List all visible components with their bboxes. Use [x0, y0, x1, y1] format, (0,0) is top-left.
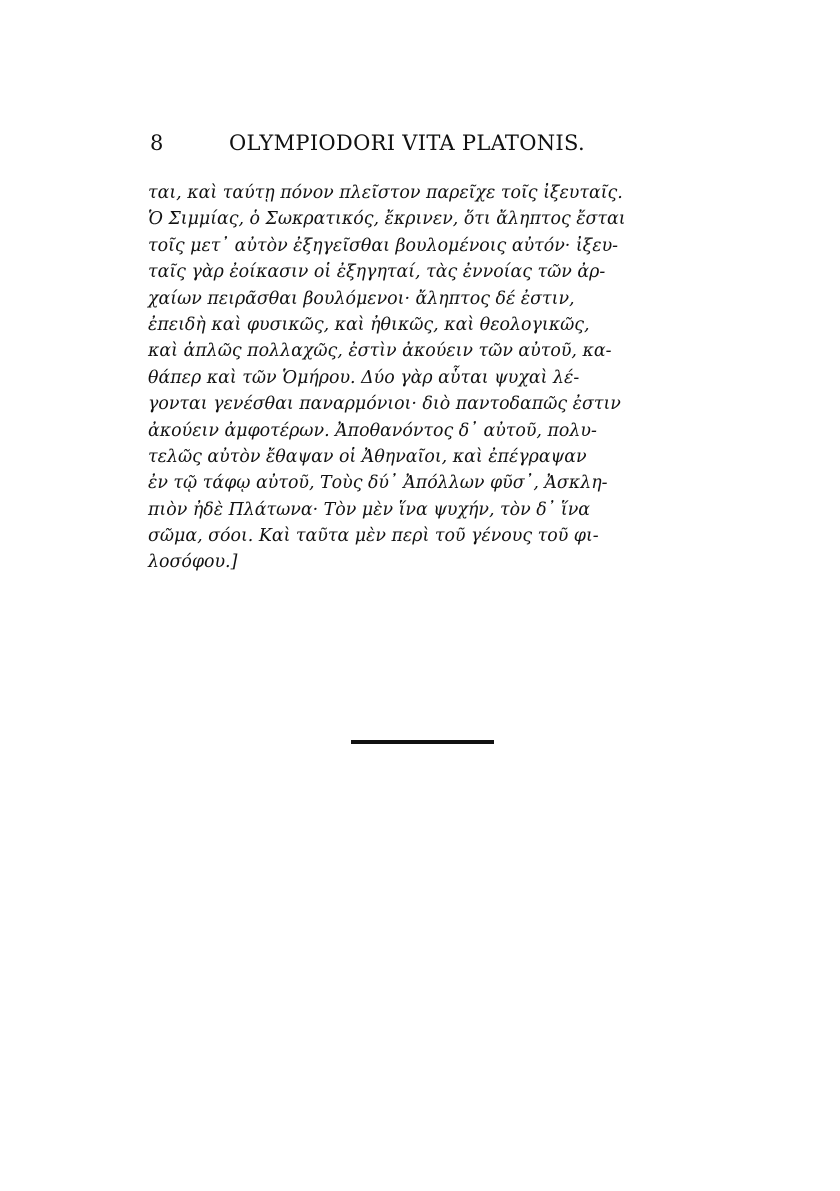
text-line: ἐν τῷ τάφῳ αὐτοῦ, Τοὺς δύ᾽ Ἀπόλλων φῦσ᾽, Ἀσκλη- [148, 473, 608, 494]
text-line: καὶ ἁπλῶς πολλαχῶς, ἐστὶν ἀκούειν τῶν αὐτοῦ, κα- [148, 341, 612, 362]
text-line: ἀκούειν ἀμφοτέρων. Ἀποθανόντος δ᾽ αὐτοῦ, πολυ- [148, 420, 597, 441]
text-line: λοσόφου.] [148, 552, 238, 573]
greek-text-block [148, 180, 648, 576]
text-line: σῶμα, σόοι. Καὶ ταῦτα μὲν περὶ τοῦ γένους τοῦ φι- [148, 526, 599, 547]
text-line: ταῖς γὰρ ἐοίκασιν οἱ ἐξηγηταί, τὰς ἐννοίας τῶν ἀρ- [148, 262, 606, 283]
text-line: ται, καὶ ταύτῃ πόνον πλεῖστον παρεῖχε τοῖς ἰξευταῖς. [148, 183, 623, 203]
text-line: πιὸν ἠδὲ Πλάτωνα· Τὸν μὲν ἵνα ψυχήν, τὸν δ᾽ ἵνα [148, 499, 591, 520]
text-line: τελῶς αὐτὸν ἔθαψαν οἱ Ἀθηναῖοι, καὶ ἐπέγραψαν [148, 446, 587, 467]
text-line: Ὁ Σιμμίας, ὁ Σωκρατικός, ἔκρινεν, ὅτι ἄληπτος ἔσται [148, 209, 626, 230]
text-line: ἐπειδὴ καὶ φυσικῶς, καὶ ἠθικῶς, καὶ θεολογικῶς, [148, 314, 590, 335]
text-line: γονται γενέσθαι παναρμόνιοι· διὸ παντοδαπῶς ἐστιν [148, 394, 621, 415]
page-number: 8 [150, 131, 164, 155]
page-header [150, 131, 630, 163]
text-line: θάπερ καὶ τῶν Ὁμήρου. Δύο γὰρ αὗται ψυχαὶ λέ- [148, 367, 580, 388]
text-line: χαίων πειρᾶσθαι βουλόμενοι· ἄληπτος δέ ἐστιν, [148, 288, 575, 309]
running-title: OLYMPIODORI VITA PLATONIS. [229, 131, 585, 155]
text-line: τοῖς μετ᾽ αὐτὸν ἐξηγεῖσθαι βουλομένοις αὐτόν· ἰξευ- [148, 235, 619, 256]
end-rule-divider [351, 740, 494, 744]
